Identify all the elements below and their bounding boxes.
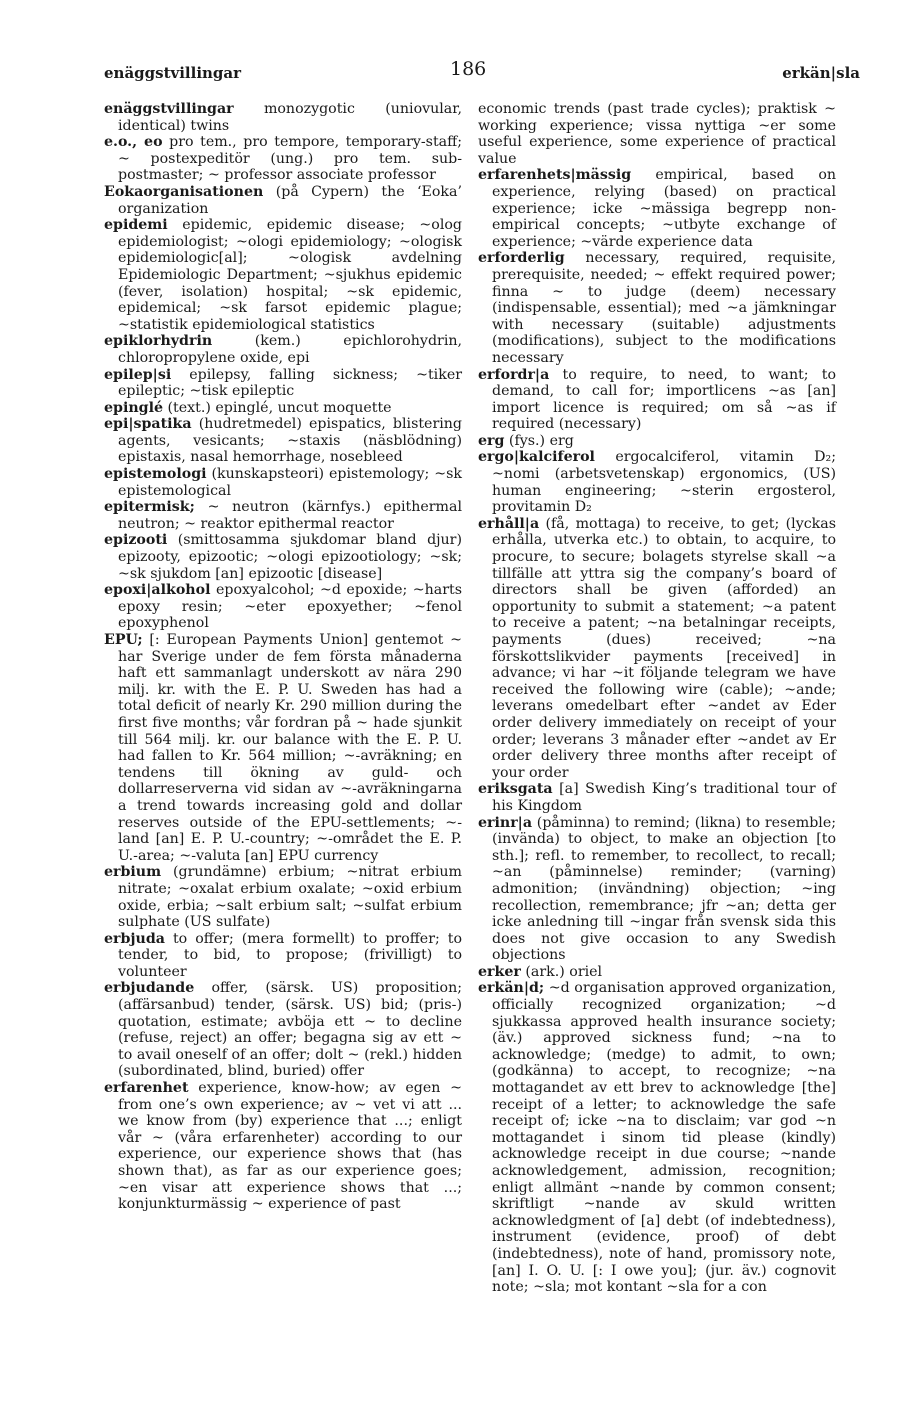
dictionary-entry [104,499,462,532]
entry-definition: (kem.) epichlorohydrin, chloropropylene oxide, epi [118,333,462,366]
entry-definition: monozygotic (uniovular, identical) twins [118,101,462,134]
dictionary-entry [104,184,462,217]
entry-definition: (på Cypern) the ‘Eoka’ organization [118,183,462,217]
page-header [104,58,860,88]
dictionary-entry [104,466,462,499]
entry-definition: epoxyalcohol; ~d epoxide; ~harts epoxy resin; ~eter epoxyether; ~fenol epoxyphenol [118,582,462,632]
entry-headword: epilep|si [104,366,172,383]
dictionary-entry [104,333,462,366]
entry-headword: e.o., eo [104,134,163,151]
dictionary-entry [478,449,836,515]
dictionary-entry [478,516,836,782]
entry-headword: enäggstvillingar [104,101,234,117]
entry-headword: eriksgata [478,781,553,798]
entry-headword: erbium [104,864,162,881]
entry-headword: erkän|d; [478,980,545,997]
entry-headword: epinglé [104,399,163,416]
dictionary-entry [478,167,836,250]
entry-headword: erfarenhets|mässig [478,167,632,184]
dictionary-entry [104,931,462,981]
entry-definition: epidemic, epidemic disease; ~olog epidemiologist; ~ologi epidemiology; ~ologisk epidemiologic[al]; ~ologisk avdelning Epidemiologic Department; ~sjukhus epidemic (fever, isolation) hospital; ~sk epidemic, epidemical; ~sk farsot epidemic plague; ~statistik epidemiological statistics [118,217,462,333]
entry-definition: empirical, based on experience, relying (based) on practical experience; icke ~mässiga begrepp non-empirical concepts; ~utbyte exchange of experience; ~värde experience data [492,167,836,250]
entry-headword: erfarenhet [104,1080,189,1097]
dictionary-entry [104,1080,462,1213]
dictionary-entry [478,250,836,366]
entry-definition: [a] Swedish King’s traditional tour of his Kingdom [492,781,836,814]
entry-definition: (grundämne) erbium; ~nitrat erbium nitrate; ~oxalat erbium oxalate; ~oxid erbium oxide, erbia; ~salt erbium salt; ~sulfat erbium sulphate (US sulfate) [118,864,462,931]
entry-definition: economic trends (past trade cycles); praktisk ~ working experience; vissa nyttiga ~er some useful experience, some experience of practical value [478,101,836,167]
dictionary-entry [478,980,836,1295]
left-guide-word: enäggstvillingar [104,64,242,82]
page-number: 186 [450,58,487,80]
entry-headword: ergo|kalciferol [478,449,595,466]
entry-definition: (fys.) erg [504,432,574,449]
entry-headword: erfordr|a [478,366,550,383]
entry-headword: epistemologi [104,466,207,483]
dictionary-entry [104,101,462,134]
dictionary-entry [104,632,462,864]
dictionary-entry [104,416,462,466]
entry-headword: epizooti [104,532,168,549]
entry-headword: erker [478,963,521,980]
entry-definition: (påminna) to remind; (likna) to resemble; (invända) to object, to make an objection [to sth.]; refl. to remember, to recollect, to recall; ~an (påminnelse) reminder; (varning) admonition; (invändning) objection; ~ing recollection, remembrance; jfr ~an; detta ger icke anledning till ~ingar från svensk sida this does not give occasion to any Swedish objections [492,814,836,964]
entry-definition: (ark.) oriel [520,963,603,980]
dictionary-entry [104,582,462,632]
entry-definition: ergocalciferol, vitamin D₂; ~nomi (arbetsvetenskap) ergonomics, (US) human engineering; ~sterin ergosterol, provitamin D₂ [492,449,836,516]
dictionary-entry [104,400,462,417]
entry-definition: necessary, required, requisite, prerequisite, needed; ~ effekt required power; finna ~ to judge (deem) necessary (indispensable, essential); med ~a jämkningar with necessary (suitable) adjustments (modifications), subject to the modifications necessary [492,250,836,366]
entry-headword: epiklorhydrin [104,333,213,350]
entry-headword: erforderlig [478,250,565,267]
entry-headword: epidemi [104,217,168,234]
left-column [104,101,462,1213]
dictionary-entry [478,101,836,167]
entry-definition: to require, to need, to want; to demand, to call for; importlicens ~as [an] import licence is required; om så ~as if required (necessary) [492,366,836,433]
entry-definition: (text.) epinglé, uncut moquette [163,399,392,416]
entry-definition: epilepsy, falling sickness; ~tiker epileptic; ~tisk epileptic [118,366,462,400]
entry-headword: EPU; [104,632,143,648]
dictionary-entry [104,367,462,400]
entry-definition: experience, know-how; av egen ~ from one’s own experience; av ~ vet vi att ... we know from (by) experience that ...; enligt vår ~ (våra erfarenheter) according to our experience, our experience shows that (has shown that), as far as our experience goes; ~en visar att experience shows that ...; konjunkturmässig ~ experience of past [118,1080,462,1213]
dictionary-entry [104,217,462,333]
entry-definition: ~d organisation approved organization, officially recognized organization; ~d sjukkassa approved health insurance society; (äv.) approved sickness fund; ~na to acknowledge; (medge) to admit, to own; (godkänna) to accept, to recognize; ~na mottagandet av ett brev to acknowledge [the] receipt of a letter; to acknowledge the safe receipt of; icke ~na to disclaim; var god ~n mottagandet i sinom tid please (kindly) acknowledge receipt in due course; ~nande acknowledgement, admission, recognition; enligt allmänt ~nande by common consent; skriftligt ~nande av skuld written acknowledgment of [a] debt (of indebtedness), instrument (evidence, proof) of debt (indebtedness), note of hand, promissory note, [an] I. O. U. [: I owe you]; (jur. äv.) cognovit note; ~sla; mot kontant ~sla for a con [492,980,836,1296]
dictionary-entry [104,980,462,1080]
entry-definition: (få, mottaga) to receive, to get; (lyckas erhålla, utverka etc.) to obtain, to acquire, to procure, to secure; bolagets styrelse skall ~a tillfälle att yttra sig the company’s board of directors shall be given (afforded) an opportunity to submit a statement; ~a patent to receive a patent; ~na betalningar receipts, payments (dues) received; ~na förskottslikvider payments [received] in advance; vi har ~it följande telegram we have received the following wire (cable); ~ande; leverans omedelbart efter ~andet av Eder order delivery immediately on receipt of your order; leverans 3 månader efter ~andet av Er order delivery three months after receipt of your order [492,515,836,781]
entry-definition: pro tem., pro tempore, temporary-staff; ~ postexpeditör (ung.) pro tem. sub-postmaster; ~ professor associate professor [118,134,462,184]
entry-definition: (kunskapsteori) epistemology; ~sk epistemological [118,466,462,499]
entry-definition: offer, (särsk. US) proposition; (affärsanbud) tender, (särsk. US) bid; (pris-) quotation, estimate; avböja ett ~ to decline (refuse, reject) an offer; begagna sig av ett ~ to avail oneself of an offer; dolt ~ (rekl.) hidden (subordinated, blind, buried) offer [118,980,462,1080]
entry-definition: [: European Payments Union] gentemot ~ har Sverige under de fem första månaderna haft ett sammanlagt underskott av nära 290 milj. kr. with the E. P. U. Sweden has had a total deficit of nearly Kr. 290 million during the first five months; vår fordran på ~ hade sjunkit till 564 milj. kr. our balance with the E. P. U. had fallen to Kr. 564 million; ~-avräkning; en tendens till ökning av guld- och dollarreserverna vid sidan av ~-avräkningarna a trend towards increasing gold and dollar reserves outside of the EPU-settlements; ~-land [an] E. P. U.-country; ~-området the E. P. U.-area; ~-valuta [an] EPU currency [118,632,462,864]
dictionary-entry [478,781,836,814]
dictionary-entry [478,815,836,964]
entry-headword: erhåll|a [478,515,540,532]
entry-definition: ~ neutron (kärnfys.) epithermal neutron; ~ reaktor epithermal reactor [118,499,462,532]
entry-headword: erg [478,432,505,449]
entry-definition: (hudretmedel) epispatics, blistering agents, vesicants; ~staxis (näsblödning) epistaxis, nasal hemorrhage, nosebleed [118,416,462,466]
right-guide-word: erkän|sla [782,64,860,82]
dictionary-entry [478,964,836,981]
entry-headword: epitermisk; [104,499,195,516]
entry-headword: epoxi|alkohol [104,582,211,599]
entry-headword: erinr|a [478,814,533,831]
entry-headword: epi|spatika [104,416,192,433]
entry-headword: erbjudande [104,980,195,997]
entry-definition: (smittosamma sjukdomar bland djur) epizooty, epizootic; ~ologi epizootiology; ~sk; ~sk sjukdom [an] epizootic [disease] [118,532,462,582]
dictionary-entry [104,134,462,184]
dictionary-entry [478,367,836,433]
entry-headword: erbjuda [104,930,165,947]
dictionary-entry [104,864,462,930]
dictionary-entry [104,532,462,582]
dictionary-entry [478,433,836,450]
entry-headword: Eokaorganisationen [104,183,264,200]
entry-definition: to offer; (mera formellt) to proffer; to tender, to bid, to propose; (frivilligt) to volunteer [118,930,462,980]
right-column [478,101,836,1296]
